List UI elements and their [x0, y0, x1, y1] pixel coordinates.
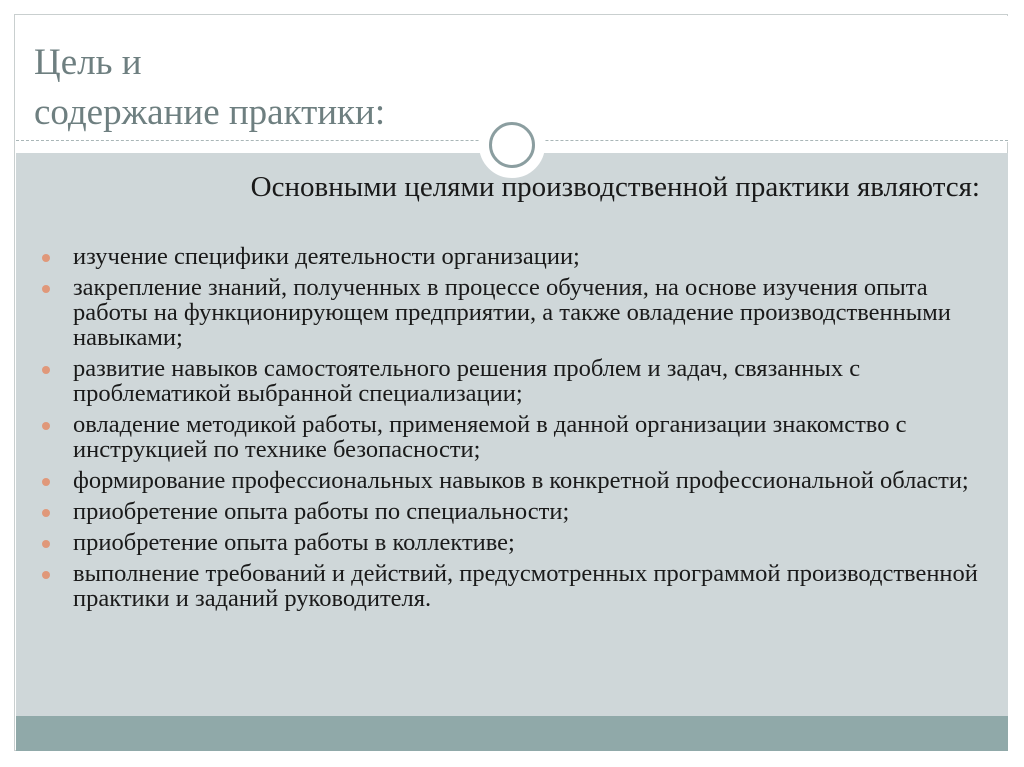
footer-bar	[16, 716, 1008, 751]
list-item	[42, 275, 982, 350]
list-item-text: овладение методикой работы, применяемой в данной организации знакомство с инструкцией по технике безопасности;	[73, 411, 907, 463]
dot-icon	[42, 285, 50, 293]
dot-icon	[42, 254, 50, 262]
slide-title: Цель и содержание практики:	[34, 42, 386, 133]
list-item	[42, 244, 982, 269]
dot-icon	[42, 366, 50, 374]
dot-icon	[42, 540, 50, 548]
list-item-text: формирование профессиональных навыков в конкретной профессиональной области;	[73, 467, 969, 494]
list-item	[42, 468, 982, 493]
list-item	[42, 530, 982, 555]
list-item	[42, 561, 982, 611]
ring-icon	[479, 112, 545, 178]
list-item-text: развитие навыков самостоятельного решения проблем и задач, связанных с проблематикой выбранной специализации;	[73, 355, 861, 407]
dot-icon	[42, 509, 50, 517]
list-item-text: приобретение опыта работы по специальности;	[73, 498, 570, 525]
list-item-text: изучение специфики деятельности организации;	[73, 243, 580, 270]
dot-icon	[42, 478, 50, 486]
bullet-list	[42, 244, 982, 617]
list-item	[42, 356, 982, 406]
list-item-text: приобретение опыта работы в коллективе;	[73, 529, 515, 556]
list-item-text: закрепление знаний, полученных в процессе обучения, на основе изучения опыта работы на функционирующем предприятии, а также овладение производственными навыками;	[73, 274, 951, 351]
content-heading: Основными целями производственной практики являются:	[250, 171, 980, 203]
list-item-text: выполнение требований и действий, предусмотренных программой производственной практики и заданий руководителя.	[73, 560, 978, 612]
dot-icon	[42, 571, 50, 579]
list-item	[42, 412, 982, 462]
ring-inner	[489, 122, 535, 168]
list-item	[42, 499, 982, 524]
dot-icon	[42, 422, 50, 430]
